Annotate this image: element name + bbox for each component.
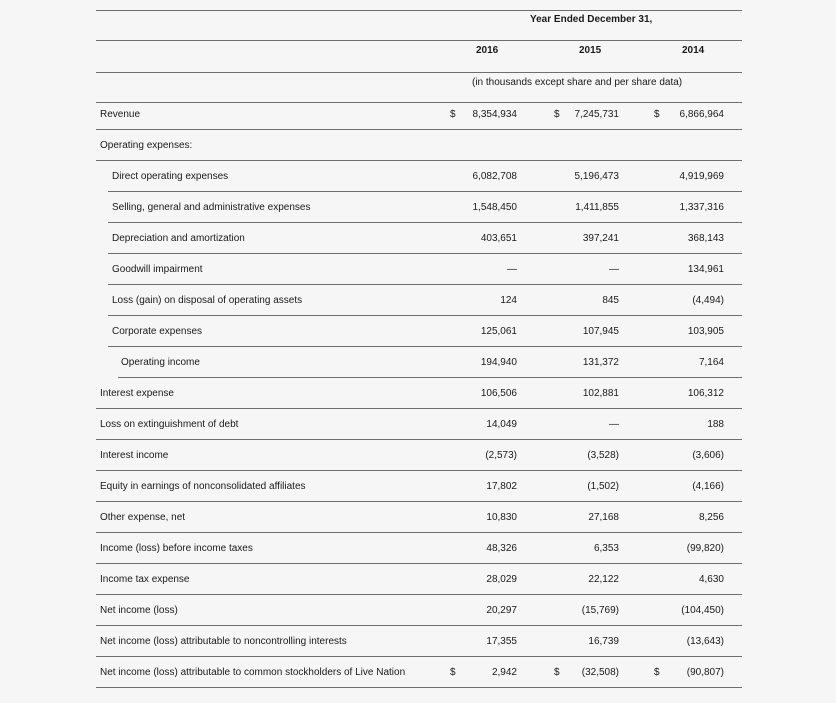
cell-value: 134,961 [687,264,724,275]
row-label: Selling, general and administrative expenses [112,202,311,213]
table-row [96,99,742,130]
row-label: Corporate expenses [112,326,203,337]
cell-value: (99,820) [686,543,724,554]
year-2015: 2015 [579,45,602,56]
currency-symbol: $ [654,109,660,120]
table-row [96,440,742,471]
cell-value: 7,164 [698,357,724,368]
row-label: Operating expenses: [100,140,193,151]
cell-value: 2,942 [491,667,517,678]
year-2014: 2014 [682,45,705,56]
cell-value: 8,256 [698,512,724,523]
cell-value: 103,905 [687,326,724,337]
cell-value: 397,241 [582,233,619,244]
cell-value: 106,506 [480,388,517,399]
cell-value: — [609,264,619,275]
row-label: Other expense, net [100,512,186,523]
row-label: Goodwill impairment [112,264,203,275]
cell-value: (90,807) [686,667,724,678]
cell-value: 48,326 [486,543,517,554]
cell-value: 7,245,731 [574,109,619,120]
cell-value: — [507,264,517,275]
cell-value: 8,354,934 [472,109,517,120]
cell-value: 22,122 [588,574,619,585]
income-statement-table [96,0,742,703]
cell-value: — [609,419,619,430]
cell-value: 106,312 [687,388,724,399]
cell-value: 403,651 [480,233,517,244]
cell-value: 17,802 [486,481,517,492]
table-row [96,347,742,378]
cell-value: 4,630 [698,574,724,585]
row-label: Net income (loss) attributable to noncontrolling interests [100,636,347,647]
cell-value: 102,881 [582,388,619,399]
row-label: Interest income [100,450,169,461]
cell-value: 10,830 [486,512,517,523]
cell-value: (3,606) [692,450,724,461]
table-row [96,533,742,564]
cell-value: 5,196,473 [574,171,619,182]
row-label: Loss on extinguishment of debt [100,419,239,430]
header-rule-1 [96,40,742,41]
row-label: Depreciation and amortization [112,233,245,244]
cell-value: 14,049 [486,419,517,430]
table-row [96,657,742,688]
table-row [96,471,742,502]
cell-value: 131,372 [582,357,619,368]
row-label: Income tax expense [100,574,190,585]
cell-value: 6,353 [593,543,619,554]
cell-value: 4,919,969 [679,171,724,182]
currency-symbol: $ [554,667,560,678]
currency-symbol: $ [554,109,560,120]
cell-value: 28,029 [486,574,517,585]
cell-value: (32,508) [581,667,619,678]
cell-value: 125,061 [480,326,517,337]
table-row [96,378,742,409]
cell-value: 17,355 [486,636,517,647]
cell-value: 107,945 [582,326,619,337]
cell-value: 16,739 [588,636,619,647]
cell-value: 20,297 [486,605,517,616]
row-label: Net income (loss) [100,605,178,616]
cell-value: (104,450) [681,605,724,616]
cell-value: 1,337,316 [679,202,724,213]
row-label: Direct operating expenses [112,171,229,182]
cell-value: (4,494) [692,295,724,306]
table-row [96,192,742,223]
year-2016: 2016 [476,45,499,56]
row-label: Equity in earnings of nonconsolidated affiliates [100,481,306,492]
cell-value: 6,866,964 [679,109,724,120]
cell-value: 845 [602,295,619,306]
cell-value: 6,082,708 [472,171,517,182]
cell-value: 27,168 [588,512,619,523]
top-rule [96,10,742,11]
table-row [96,409,742,440]
row-label: Interest expense [100,388,174,399]
currency-symbol: $ [450,109,456,120]
row-label: Loss (gain) on disposal of operating assets [112,295,303,306]
cell-value: 124 [500,295,517,306]
table-row [96,564,742,595]
table-row [96,316,742,347]
table-row [96,595,742,626]
table-row [96,130,742,161]
table-row [96,161,742,192]
table-row [96,502,742,533]
row-rule [96,687,742,688]
cell-value: 368,143 [687,233,724,244]
cell-value: 188 [707,419,724,430]
cell-value: (3,528) [587,450,619,461]
period-title: Year Ended December 31, [530,14,653,25]
row-label: Net income (loss) attributable to common stockholders of Live Nation [100,667,406,678]
table-row [96,626,742,657]
cell-value: 194,940 [480,357,517,368]
row-label: Operating income [121,357,200,368]
table-row [96,254,742,285]
row-label: Revenue [100,109,141,120]
cell-value: (13,643) [686,636,724,647]
units-note: (in thousands except share and per share data) [472,77,683,88]
table-row [96,223,742,254]
cell-value: (1,502) [587,481,619,492]
cell-value: 1,411,855 [575,202,619,213]
cell-value: 1,548,450 [472,202,517,213]
header-rule-2 [96,72,742,73]
currency-symbol: $ [654,667,660,678]
row-label: Income (loss) before income taxes [100,543,253,554]
table-row [96,285,742,316]
cell-value: (2,573) [485,450,517,461]
cell-value: (15,769) [581,605,619,616]
cell-value: (4,166) [692,481,724,492]
currency-symbol: $ [450,667,456,678]
